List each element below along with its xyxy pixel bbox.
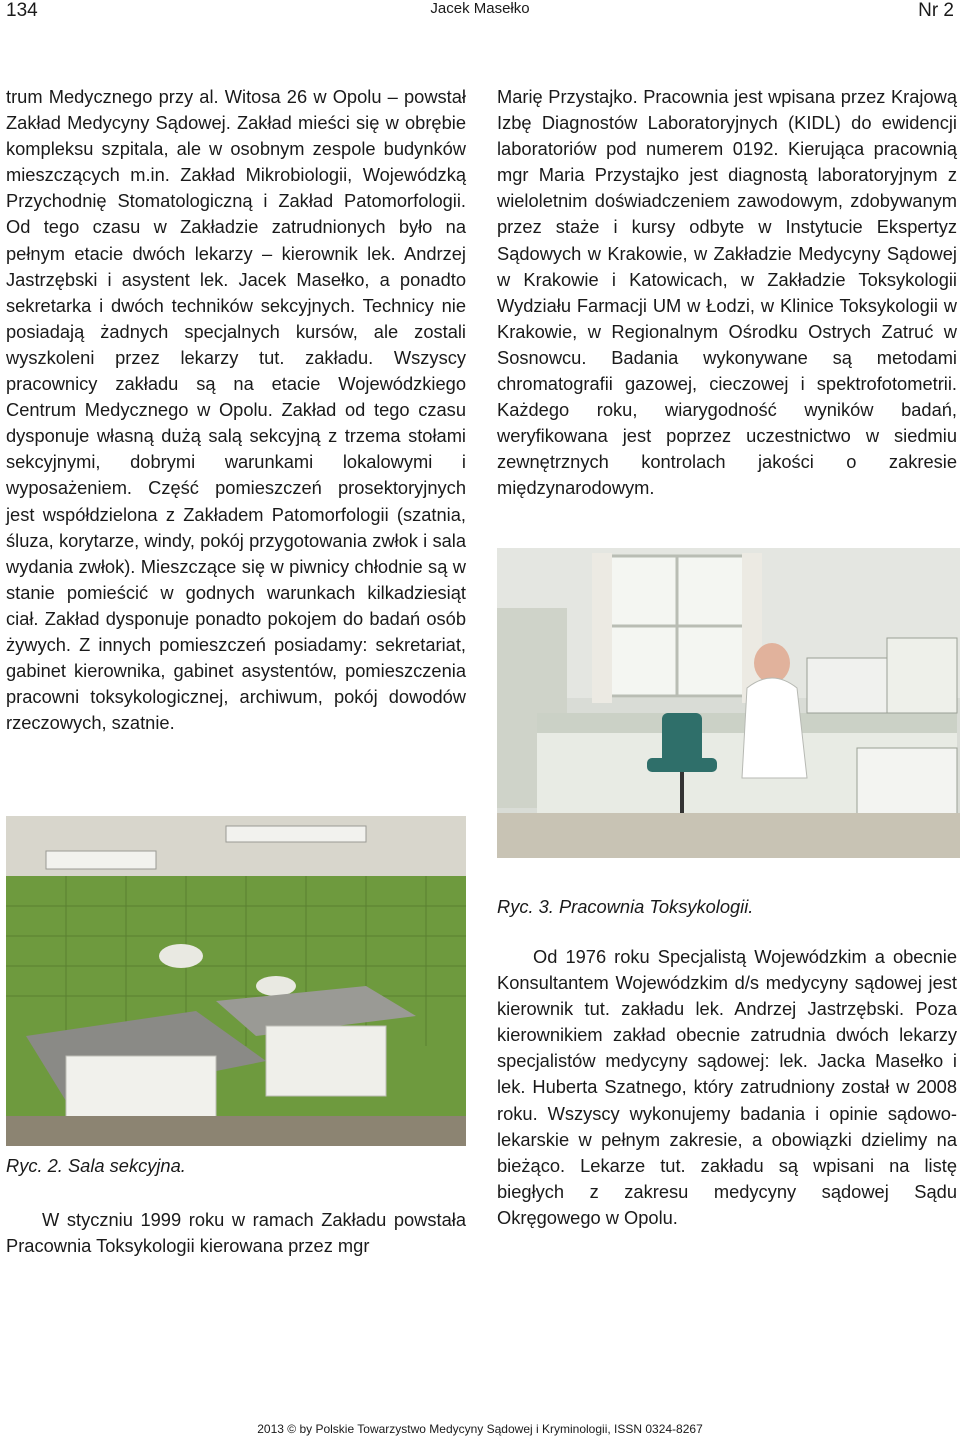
right-lower-text [497,944,957,1231]
right-column-text [497,84,957,502]
lab-photo-illustration [497,548,960,858]
toxicology-lab-photo [497,548,960,858]
autopsy-photo-illustration [6,816,466,1146]
body-paragraph: trum Medycznego przy al. Witosa 26 w Opolu – powstał Zakład Medycyny Sądowej. Zakład mieści się w obrębie kompleksu szpitala, ale w osobnym zespole budynków mieszczących m.in. Zakład Mikrobiologii, Wojewódzką Przychodnię Stomatologiczną i Zakład Patomorfologii. Od tego czasu w Zakładzie zatrudnionych było na pełnym etacie dwóch lekarzy – kierownik lek. Andrzej Jastrzębski i asystent lek. Jacek Masełko, a ponadto sekretarka i dwóch techników sekcyjnych. Technicy nie posiadają żadnych specjalnych kursów, ale zostali wyszkoleni przez lekarzy tut. zakładu. Wszyscy pracownicy zakładu są na etacie Wojewódzkiego Centrum Medycznego w Opolu. Zakład od tego czasu dysponuje własną dużą salą sekcyjną z trzema stołami sekcyjnymi, dobrymi warunkami lokalowymi i wyposażeniem. Część pomieszczeń prosektoryjnych jest współdzielona z Zakładem Patomorfologii (szatnia, śluza, korytarze, windy, pokój przygotowania zwłok i sala wydania zwłok). Mieszczące się w piwnicy chłodnie są w stanie pomieścić w godnych warunkach kilkadziesiąt ciał. Zakład dysponuje ponadto pokojem do badań osób żywych. Z innych pomieszczeń posiadamy: sekretariat, gabinet kierownika, gabinet asystentów, pomieszczenia pracowni toksykologicznej, archiwum, pokój dowodów rzeczowych, szatnie. [6,86,466,734]
left-column-text [6,84,466,736]
figure2-caption: Ryc. 2. Sala sekcyjna. [6,1155,186,1176]
body-paragraph: Marię Przystajko. Pracownia jest wpisana przez Krajową Izbę Diagnostów Laboratoryjnych (KIDL) do ewidencji laboratoriów pod numerem 0192. Kierująca pracownią mgr Maria Przystajko jest diagnostą laboratoryjnym z wieloletnim doświadczeniem zawodowym, zdobywanym przez staże i kursy odbyte w Instytucie Ekspertyz Sądowych w Krakowie, w Zakładzie Medycyny Sądowej w Krakowie i Katowicach, w Zakładzie Toksykologii Wydziału Farmacji UM w Łodzi, w Klinice Toksykologii w Krakowie, w Regionalnym Ośrodku Ostrych Zatruć w Sosnowcu. Badania wykonywane są metodami chromatografii gazowej, cieczowej i spektrofotometrii. Każdego roku, wiarygodność wyników badań, weryfikowana jest poprzez uczestnictwo w siedmiu zewnętrznych kontrolach jakości o zakresie międzynarodowym. [497,86,957,499]
body-paragraph: Od 1976 roku Specjalistą Wojewódzkim a obecnie Konsultantem Wojewódzkim d/s medycyny sądowej jest kierownik tut. zakładu lek. Andrzej Jastrzębski. Poza kierownikiem zakład obecnie zatrudnia dwóch lekarzy specjalistów medycyny sądowej: lek. Jacka Masełko i lek. Huberta Szatnego, który zatrudniony został w 2008 roku. Wszyscy wykonujemy badania i opinie sądowo-lekarskie w pełnym zakresie, a obowiązki dzielimy na bieżąco. Lekarze tut. zakładu są wpisani na listę biegłych z zakresu medycyny sądowej Sądu Okręgowego w Opolu. [497,946,957,1228]
left-lower-text [6,1207,466,1259]
running-title: Jacek Masełko [430,0,530,17]
body-paragraph: W styczniu 1999 roku w ramach Zakładu powstała Pracownia Toksykologii kierowana przez mgr [6,1209,466,1257]
page-number: 134 [6,0,38,21]
issue-number: Nr 2 [918,0,954,21]
autopsy-room-photo [6,816,466,1146]
figure3-caption: Ryc. 3. Pracownia Toksykologii. [497,896,754,917]
page-footer: 2013 © by Polskie Towarzystwo Medycyny Sądowej i Kryminologii, ISSN 0324-8267 [257,1422,703,1436]
